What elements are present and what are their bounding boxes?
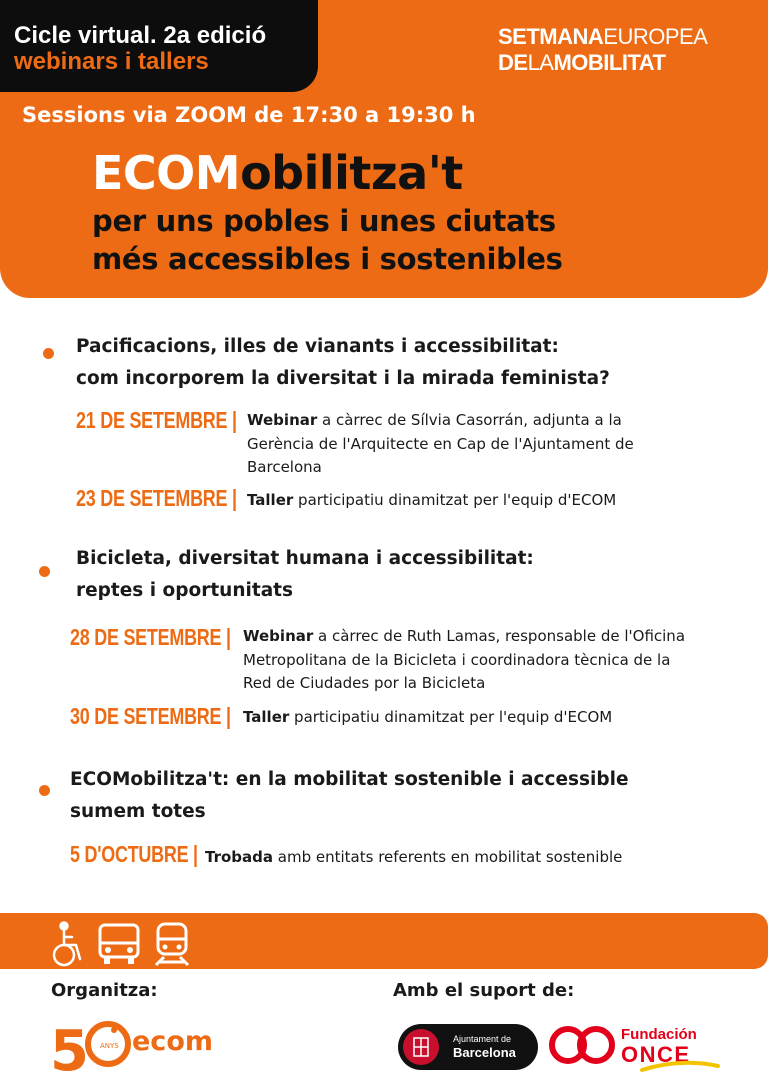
session-type: Webinar — [247, 411, 318, 429]
section-title — [76, 331, 610, 395]
svg-text:5: 5 — [50, 1019, 89, 1076]
ajuntament-barcelona-logo — [398, 1024, 538, 1070]
bullet-icon — [39, 566, 50, 577]
session-type: Taller — [243, 708, 290, 726]
section-title-line1: Pacificacions, illes de vianants i accessibilitat: — [76, 336, 559, 357]
title-white-part: ECOM — [92, 146, 241, 200]
session-text: a càrrec de Sílvia Casorrán, adjunta a la Gerència de l'Arquitecte en Cap de l'Ajuntament de Barcelona — [247, 411, 634, 476]
sessions-info: Sessions via ZOOM de 17:30 a 19:30 h — [22, 103, 476, 127]
ajuntament-line2: Barcelona — [453, 1045, 516, 1060]
subtitle-line1: per uns pobles i unes ciutats — [92, 204, 556, 238]
cycle-title: Cicle virtual. 2a edició — [14, 22, 267, 49]
ajuntament-line1: Ajuntament de — [453, 1034, 512, 1044]
session-type: Trobada — [205, 848, 274, 866]
brand-line1-light: EUROPEA — [603, 24, 708, 49]
session-text: participatiu dinamitzat per l'equip d'ECOM — [293, 491, 617, 509]
support-label: Amb el suport de: — [393, 980, 575, 1001]
brand-line2-light: LA — [527, 50, 554, 75]
section-title-line1: Bicicleta, diversitat humana i accessibilitat: — [76, 548, 534, 569]
bullet-icon — [39, 785, 50, 796]
session-description — [205, 846, 725, 870]
brand-line2-bold-a: DE — [498, 50, 528, 75]
setmana-europea-logo — [498, 24, 707, 76]
session-description — [243, 625, 703, 696]
cycle-box — [0, 0, 318, 92]
title-dark-part: obilitza't — [240, 146, 463, 200]
once-line2: ONCE — [621, 1042, 691, 1067]
session-description — [247, 489, 707, 513]
once-line1: Fundación — [621, 1026, 697, 1043]
ecom-logo-text: ecom — [132, 1026, 213, 1057]
ecom-anys-text: ANYS — [100, 1042, 119, 1050]
brand-line2-bold-b: MOBILITAT — [553, 50, 666, 75]
organiza-label: Organitza: — [51, 980, 158, 1001]
section-title-line1: ECOMobilitza't: en la mobilitat sostenible i accessible — [70, 769, 629, 790]
once-circles-icon — [548, 1024, 618, 1066]
session-description — [243, 706, 703, 730]
main-title — [92, 146, 463, 200]
session-date: 28 DE SETEMBRE | — [70, 624, 231, 650]
session-date: 23 DE SETEMBRE | — [76, 485, 237, 511]
section-title-line2: com incorporem la diversitat i la mirada feminista? — [76, 368, 610, 389]
session-date: 5 D'OCTUBRE | — [70, 841, 198, 867]
session-type: Webinar — [243, 627, 314, 645]
subtitle — [92, 202, 563, 278]
session-type: Taller — [247, 491, 294, 509]
barcelona-shield-icon — [403, 1029, 439, 1065]
header-banner — [0, 0, 768, 298]
session-text: a càrrec de Ruth Lamas, responsable de l'Oficina Metropolitana de la Bicicleta i coordinadora tècnica de la Red de Ciudades por la Bicicleta — [243, 627, 686, 692]
session-date: 30 DE SETEMBRE | — [70, 703, 231, 729]
bus-icon — [96, 921, 142, 967]
session-text: participatiu dinamitzat per l'equip d'ECOM — [289, 708, 613, 726]
once-swoosh-icon — [640, 1060, 720, 1074]
section-title-line2: sumem totes — [70, 801, 206, 822]
cycle-subtitle: webinars i tallers — [14, 48, 209, 75]
session-text: amb entitats referents en mobilitat sostenible — [273, 848, 623, 866]
train-icon — [152, 921, 192, 967]
section-title — [76, 543, 534, 607]
section-title-line2: reptes i oportunitats — [76, 580, 294, 601]
bullet-icon — [43, 348, 54, 359]
subtitle-line2: més accessibles i sostenibles — [92, 242, 563, 276]
session-date: 21 DE SETEMBRE | — [76, 407, 237, 433]
wheelchair-icon — [50, 921, 90, 969]
brand-line1-bold: SETMANA — [498, 24, 604, 49]
session-description — [247, 409, 687, 480]
section-title — [70, 764, 629, 828]
